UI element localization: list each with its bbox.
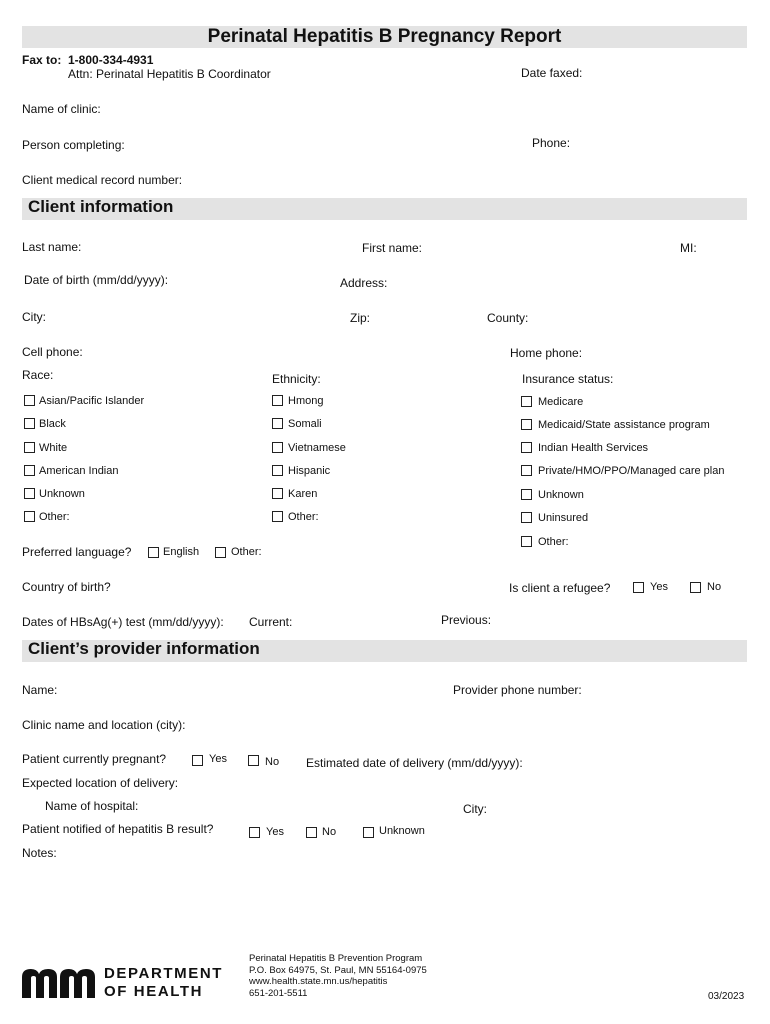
footer-program: Perinatal Hepatitis B Prevention Program — [249, 953, 423, 964]
race-american-indian-checkbox[interactable] — [24, 465, 35, 476]
ethnicity-hmong-label: Hmong — [288, 395, 324, 407]
pregnant-no-checkbox[interactable] — [248, 755, 259, 766]
race-black-checkbox[interactable] — [24, 418, 35, 429]
notified-unknown-checkbox[interactable] — [363, 827, 374, 838]
race-white-checkbox[interactable] — [24, 442, 35, 453]
fax-number: 1-800-334-4931 — [68, 53, 154, 67]
mi-label: MI: — [680, 241, 697, 255]
insurance-medicaid-checkbox[interactable] — [521, 419, 532, 430]
language-english-label: English — [163, 546, 200, 558]
insurance-medicaid-label: Medicaid/State assistance program — [538, 419, 710, 431]
footer-address: P.O. Box 64975, St. Paul, MN 55164-0975 — [249, 964, 427, 976]
department-line2: OF HEALTH — [104, 983, 204, 1000]
ethnicity-somali-label: Somali — [288, 418, 322, 430]
refugee-label: Is client a refugee? — [509, 581, 611, 595]
insurance-other-label: Other: — [538, 536, 569, 548]
county-label: County: — [487, 311, 529, 325]
refugee-no-checkbox[interactable] — [690, 582, 701, 593]
attn-text: Attn: Perinatal Hepatitis B Coordinator — [68, 67, 271, 81]
ethnicity-karen-label: Karen — [288, 488, 318, 500]
language-other-checkbox[interactable] — [215, 547, 226, 558]
race-black-label: Black — [39, 418, 66, 430]
refugee-yes-checkbox[interactable] — [633, 582, 644, 593]
language-english-checkbox[interactable] — [148, 547, 159, 558]
notified-unknown-label: Unknown — [379, 825, 425, 837]
clinic-name-label: Name of clinic: — [22, 102, 101, 116]
notified-no-checkbox[interactable] — [306, 827, 317, 838]
fax-label: Fax to: — [22, 53, 62, 67]
pregnant-no-label: No — [265, 756, 280, 768]
footer-website[interactable]: www.health.state.mn.us/hepatitis — [249, 976, 388, 987]
race-unknown-label: Unknown — [39, 488, 85, 500]
race-other-checkbox[interactable] — [24, 511, 35, 522]
footer-phone: 651-201-5511 — [249, 987, 308, 999]
date-faxed-label: Date faxed: — [521, 66, 583, 80]
refugee-no-label: No — [707, 581, 722, 593]
home-phone-label: Home phone: — [510, 346, 583, 360]
dob-label: Date of birth (mm/dd/yyyy): — [24, 273, 169, 287]
race-american-indian-label: American Indian — [39, 465, 119, 477]
hospital-city-label: City: — [463, 802, 487, 816]
notified-label: Patient notified of hepatitis B result? — [22, 822, 214, 836]
ethnicity-other-label: Other: — [288, 511, 319, 523]
race-white-label: White — [39, 442, 68, 454]
provider-name-label: Name: — [22, 683, 58, 697]
person-completing-label: Person completing: — [22, 138, 125, 152]
phone-label: Phone: — [532, 136, 571, 150]
insurance-private-checkbox[interactable] — [521, 465, 532, 476]
insurance-uninsured-label: Uninsured — [538, 512, 589, 524]
notified-yes-label: Yes — [266, 826, 284, 838]
language-other-label: Other: — [231, 546, 262, 558]
ethnicity-label: Ethnicity: — [272, 372, 321, 386]
race-other-label: Other: — [39, 511, 70, 523]
notified-yes-checkbox[interactable] — [249, 827, 260, 838]
department-line1: DEPARTMENT — [104, 965, 224, 982]
ethnicity-hispanic-label: Hispanic — [288, 465, 331, 477]
ethnicity-vietnamese-label: Vietnamese — [288, 442, 346, 454]
form-title: Perinatal Hepatitis B Pregnancy Report — [207, 26, 562, 47]
race-label: Race: — [22, 368, 54, 382]
insurance-private-label: Private/HMO/PPO/Managed care plan — [538, 465, 725, 477]
insurance-uninsured-checkbox[interactable] — [521, 512, 532, 523]
zip-label: Zip: — [350, 311, 371, 325]
race-unknown-checkbox[interactable] — [24, 488, 35, 499]
insurance-medicare-checkbox[interactable] — [521, 396, 532, 407]
ethnicity-somali-checkbox[interactable] — [272, 418, 283, 429]
ethnicity-vietnamese-checkbox[interactable] — [272, 442, 283, 453]
pregnant-yes-label: Yes — [209, 753, 227, 765]
cell-phone-label: Cell phone: — [22, 345, 83, 359]
expected-location-label: Expected location of delivery: — [22, 776, 179, 790]
insurance-medicare-label: Medicare — [538, 396, 584, 408]
insurance-ihs-label: Indian Health Services — [538, 442, 649, 454]
edd-label: Estimated date of delivery (mm/dd/yyyy): — [306, 756, 523, 770]
ethnicity-other-checkbox[interactable] — [272, 511, 283, 522]
hbsag-dates-label: Dates of HBsAg(+) test (mm/dd/yyyy): — [22, 615, 224, 629]
insurance-unknown-checkbox[interactable] — [521, 489, 532, 500]
hospital-name-label: Name of hospital: — [45, 799, 139, 813]
notes-label: Notes: — [22, 846, 57, 860]
address-label: Address: — [340, 276, 388, 290]
country-of-birth-label: Country of birth? — [22, 580, 111, 594]
currently-pregnant-label: Patient currently pregnant? — [22, 752, 167, 766]
race-asian-checkbox[interactable] — [24, 395, 35, 406]
medical-record-label: Client medical record number: — [22, 173, 183, 187]
insurance-ihs-checkbox[interactable] — [521, 442, 532, 453]
clinic-location-label: Clinic name and location (city): — [22, 718, 186, 732]
first-name-label: First name: — [362, 241, 423, 255]
ethnicity-hispanic-checkbox[interactable] — [272, 465, 283, 476]
hbsag-current-label: Current: — [249, 615, 293, 629]
ethnicity-karen-checkbox[interactable] — [272, 488, 283, 499]
mn-logo-icon — [22, 968, 96, 998]
hbsag-previous-label: Previous: — [441, 613, 492, 627]
provider-phone-label: Provider phone number: — [453, 683, 582, 697]
race-asian-label: Asian/Pacific Islander — [39, 395, 145, 407]
ethnicity-hmong-checkbox[interactable] — [272, 395, 283, 406]
insurance-other-checkbox[interactable] — [521, 536, 532, 547]
city-label: City: — [22, 310, 46, 324]
notified-no-label: No — [322, 826, 337, 838]
pregnant-yes-checkbox[interactable] — [192, 755, 203, 766]
footer-contact — [249, 953, 427, 999]
last-name-label: Last name: — [22, 240, 82, 254]
form-version: 03/2023 — [708, 991, 745, 1002]
refugee-yes-label: Yes — [650, 581, 668, 593]
provider-section-title: Client’s provider information — [28, 639, 260, 658]
preferred-language-label: Preferred language? — [22, 545, 132, 559]
insurance-label: Insurance status: — [522, 372, 614, 386]
insurance-unknown-label: Unknown — [538, 489, 584, 501]
client-section-title: Client information — [28, 197, 174, 216]
